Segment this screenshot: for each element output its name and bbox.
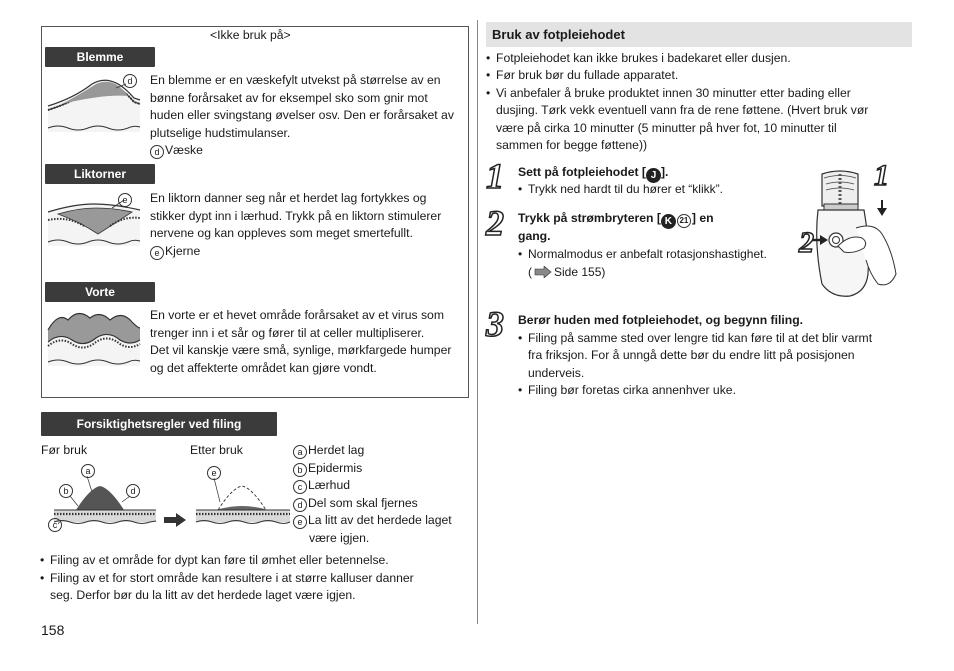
legend-marker: a: [293, 445, 307, 459]
marker-b: b: [59, 484, 73, 498]
badge-k: K: [661, 214, 676, 229]
legend-marker: b: [293, 463, 307, 477]
blemme-text: [150, 72, 460, 160]
step-2-title-text: Trykk på strømbryteren [: [518, 211, 661, 225]
legend-item: [293, 530, 468, 548]
liktorner-marker: e: [118, 193, 132, 207]
legend-marker: e: [293, 515, 307, 529]
legend-item: [293, 495, 468, 513]
step-1-number: 1: [486, 156, 504, 196]
intro-bullet: • Vi anbefaler å bruke produktet innen 30 minutter etter bading eller: [496, 85, 851, 103]
badge-21: 21: [677, 214, 691, 228]
vorte-description-2: Det vil kanskje være små, synlige, mørkfargede humper og det affekterte området kan gjøre vondt.: [150, 343, 452, 375]
vorte-description: En vorte er et hevet område forårsaket av et virus som trenger inn i et sår og fører til at celler multipliserer.: [150, 308, 444, 340]
vorte-illustration: [44, 306, 144, 372]
header-note: <Ikke bruk på>: [210, 28, 291, 42]
liktorner-legend: Kjerne: [165, 243, 201, 258]
step-2-ref: [528, 264, 605, 282]
after-label: Etter bruk: [190, 443, 243, 457]
step-3-bullet-cont: fra friksjon. For å unngå dette bør du endre litt på posisjonen: [528, 348, 855, 362]
section-title: Bruk av fotpleiehodet: [492, 27, 625, 42]
page-number: 158: [41, 622, 65, 638]
arrow-ref-icon: [534, 266, 552, 278]
intro-bullet: • Fotpleiehodet kan ikke brukes i badekaret eller dusjen.: [496, 50, 791, 68]
legend-text: være igjen.: [309, 530, 370, 545]
column-divider: [477, 20, 478, 624]
precautions-legend: [293, 442, 468, 547]
marker-a: a: [81, 464, 95, 478]
ref-text: Side 155): [554, 265, 606, 279]
liktorner-title: Liktorner: [45, 164, 155, 184]
vorte-text: [150, 307, 460, 377]
intro-bullet-cont: være på cirka 10 minutter (5 minutter på hver fot, 10 minutter til: [496, 121, 837, 135]
badge-j: J: [646, 168, 661, 183]
blemme-legend: Væske: [165, 143, 203, 157]
legend-item: [293, 477, 468, 495]
step-1-title-end: ].: [660, 165, 669, 179]
legend-text: Herdet lag: [308, 443, 365, 457]
arrow-icon: [163, 512, 187, 528]
blemme-description: En blemme er en væskefylt utvekst på størrelse av en bønne forårsaket av for eksempel sko som gnir mot huden eller svingstang øvelser osv. Den er forårsaket av plutselige hudstimulanser.: [150, 73, 454, 140]
device-label-2: 2: [799, 226, 814, 259]
step-2-title: [518, 210, 714, 229]
intro-bullet-cont: sammen for begge føttene)): [496, 138, 648, 152]
legend-marker: c: [293, 480, 307, 494]
step-3-title: Berør huden med fotpleiehodet, og begynn filing.: [518, 313, 804, 327]
before-label: Før bruk: [41, 443, 88, 457]
step-1-bullet: • Trykk ned hardt til du hører et “klikk”.: [528, 181, 723, 199]
precaution-bullet: • Filing av et område for dypt kan føre til ømhet eller betennelse.: [50, 552, 389, 570]
legend-marker: d: [293, 498, 307, 512]
step-2-title-line2: gang.: [518, 229, 551, 243]
legend-item: [293, 460, 468, 478]
step-2-number: 2: [486, 203, 504, 243]
liktorner-legend-marker: e: [150, 246, 164, 260]
device-illustration: [800, 164, 905, 302]
marker-e: e: [207, 466, 221, 480]
step-2-title-end: ] en: [691, 211, 714, 225]
marker-d: d: [126, 484, 140, 498]
vorte-title: Vorte: [45, 282, 155, 302]
blemme-title: Blemme: [45, 47, 155, 67]
ref-open: (: [528, 265, 532, 279]
step-1-title-text: Sett på fotpleiehodet [: [518, 165, 646, 179]
device-label-1: 1: [874, 159, 889, 192]
blemme-legend-marker: d: [150, 145, 164, 159]
legend-text: Epidermis: [308, 460, 363, 475]
blemme-marker: d: [123, 74, 137, 88]
step-3-bullet-cont: underveis.: [528, 366, 585, 380]
legend-text: Lærhud: [308, 478, 351, 492]
legend-text: La litt av det herdede laget: [308, 513, 452, 527]
step-3-number: 3: [486, 304, 504, 344]
step-2-bullet: • Normalmodus er anbefalt rotasjonshastighet.: [528, 246, 767, 264]
intro-bullet-cont: dusjing. Tørk vekk eventuell vann fra de rene føttene. (Hvert bruk vør: [496, 103, 869, 117]
precaution-bullet: • Filing av et for stort område kan resultere i at større kalluser danner: [50, 570, 414, 588]
precautions-title: Forsiktighetsregler ved filing: [41, 412, 277, 436]
step-3-bullet: • Filing på samme sted over lengre tid kan føre til at det blir varmt: [528, 330, 872, 348]
legend-item: [293, 442, 468, 460]
marker-c: c: [48, 518, 62, 532]
step-3-bullet: • Filing bør foretas cirka annenhver uke.: [528, 382, 736, 400]
liktorner-description: En liktorn danner seg når et herdet lag fortykkes og stikker dypt inn i lærhud. Trykk på en liktorn stimulerer nervene og kan oppleves som meget smertefullt.: [150, 191, 442, 240]
intro-bullet: • Før bruk bør du fullade apparatet.: [496, 67, 678, 85]
legend-item: [293, 512, 468, 530]
legend-text: Del som skal fjernes: [308, 495, 418, 510]
precaution-bullet-cont: seg. Derfor bør du la litt av det herdede laget være igjen.: [50, 588, 356, 602]
before-diagram: [44, 458, 164, 544]
liktorner-text: [150, 190, 460, 260]
